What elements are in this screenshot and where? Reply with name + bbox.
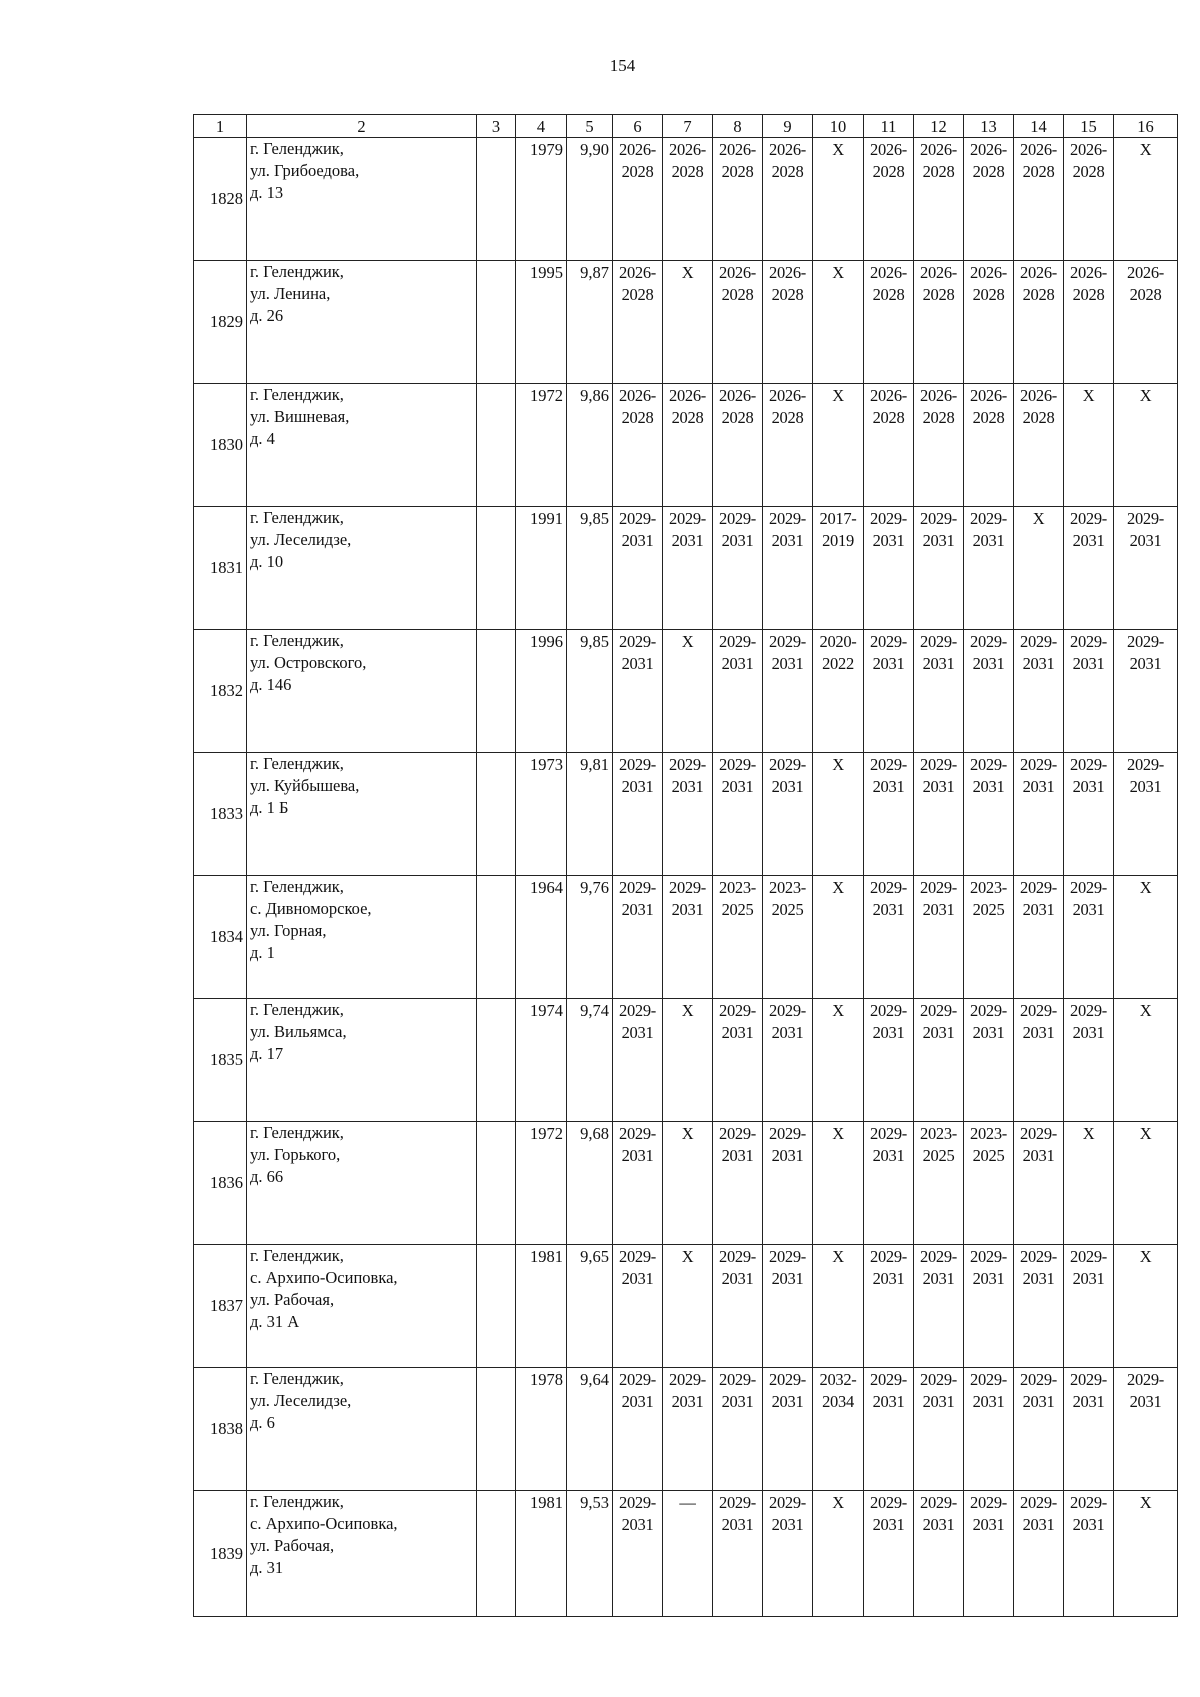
- period-cell: 2026- 2028: [914, 384, 964, 507]
- header-row: [194, 115, 1178, 138]
- period-cell: 2029- 2031: [613, 1245, 663, 1368]
- period-cell: 2029- 2031: [864, 1491, 914, 1617]
- period-cell: 2029- 2031: [1064, 630, 1114, 753]
- period-cell: 2029- 2031: [914, 507, 964, 630]
- period-cell: 2026- 2028: [864, 138, 914, 261]
- period-cell: 2026- 2028: [713, 261, 763, 384]
- period-cell: 2029- 2031: [964, 507, 1014, 630]
- column-header: 13: [964, 115, 1014, 138]
- period-cell: 2029- 2031: [1014, 876, 1064, 999]
- year-cell: 1978: [516, 1368, 567, 1491]
- period-cell: 2029- 2031: [763, 753, 813, 876]
- column-header: 14: [1014, 115, 1064, 138]
- period-cell: 2029- 2031: [964, 1491, 1014, 1617]
- period-cell: 2029- 2031: [914, 753, 964, 876]
- period-cell: 2029- 2031: [964, 1368, 1014, 1491]
- period-cell: Х: [813, 876, 864, 999]
- period-cell: 2026- 2028: [1014, 261, 1064, 384]
- table-row: [194, 1368, 1178, 1491]
- period-cell: Х: [1114, 1122, 1178, 1245]
- period-cell: 2023- 2025: [964, 876, 1014, 999]
- period-cell: 2029- 2031: [964, 1245, 1014, 1368]
- period-cell: Х: [813, 1245, 864, 1368]
- period-cell: Х: [813, 261, 864, 384]
- period-cell: 2026- 2028: [964, 138, 1014, 261]
- period-cell: 2029- 2031: [763, 1245, 813, 1368]
- period-cell: —: [663, 1491, 713, 1617]
- address-cell: г. Геленджик, ул. Вильямса, д. 17: [247, 999, 477, 1122]
- period-cell: 2026- 2028: [763, 384, 813, 507]
- column-header: 12: [914, 115, 964, 138]
- period-cell: 2029- 2031: [864, 999, 914, 1122]
- row-number: 1828: [194, 138, 247, 261]
- table-row: [194, 999, 1178, 1122]
- period-cell: 2029- 2031: [1064, 1245, 1114, 1368]
- period-cell: 2020- 2022: [813, 630, 864, 753]
- period-cell: Х: [1114, 999, 1178, 1122]
- period-cell: 2029- 2031: [914, 1491, 964, 1617]
- period-cell: 2029- 2031: [864, 507, 914, 630]
- year-cell: 1991: [516, 507, 567, 630]
- address-cell: г. Геленджик, ул. Грибоедова, д. 13: [247, 138, 477, 261]
- period-cell: 2029- 2031: [613, 507, 663, 630]
- period-cell: Х: [1114, 1491, 1178, 1617]
- year-cell: 1981: [516, 1245, 567, 1368]
- period-cell: 2026- 2028: [864, 384, 914, 507]
- column-header: 2: [247, 115, 477, 138]
- column-header: 5: [567, 115, 613, 138]
- period-cell: Х: [813, 138, 864, 261]
- period-cell: 2026- 2028: [763, 138, 813, 261]
- period-cell: 2026- 2028: [914, 261, 964, 384]
- period-cell: 2029- 2031: [713, 753, 763, 876]
- period-cell: 2029- 2031: [713, 630, 763, 753]
- column-header: 1: [194, 115, 247, 138]
- period-cell: 2023- 2025: [914, 1122, 964, 1245]
- period-cell: 2026- 2028: [1114, 261, 1178, 384]
- period-cell: 2026- 2028: [914, 138, 964, 261]
- table-row: [194, 1245, 1178, 1368]
- period-cell: 2029- 2031: [613, 876, 663, 999]
- period-cell: Х: [1064, 384, 1114, 507]
- period-cell: 2026- 2028: [964, 261, 1014, 384]
- period-cell: 2029- 2031: [613, 999, 663, 1122]
- period-cell: 2029- 2031: [914, 630, 964, 753]
- period-cell: 2029- 2031: [914, 999, 964, 1122]
- period-cell: 2026- 2028: [763, 261, 813, 384]
- row-number: 1838: [194, 1368, 247, 1491]
- period-cell: 2026- 2028: [663, 384, 713, 507]
- column-3-cell: [477, 753, 516, 876]
- period-cell: 2026- 2028: [713, 384, 763, 507]
- period-cell: Х: [813, 999, 864, 1122]
- period-cell: 2029- 2031: [713, 507, 763, 630]
- year-cell: 1973: [516, 753, 567, 876]
- period-cell: 2023- 2025: [713, 876, 763, 999]
- column-3-cell: [477, 138, 516, 261]
- value-cell: 9,81: [567, 753, 613, 876]
- table-row: [194, 384, 1178, 507]
- period-cell: 2023- 2025: [763, 876, 813, 999]
- period-cell: 2026- 2028: [964, 384, 1014, 507]
- period-cell: 2029- 2031: [864, 1245, 914, 1368]
- table-row: [194, 1122, 1178, 1245]
- period-cell: 2029- 2031: [663, 507, 713, 630]
- period-cell: 2029- 2031: [713, 999, 763, 1122]
- period-cell: 2029- 2031: [1064, 1368, 1114, 1491]
- row-number: 1834: [194, 876, 247, 999]
- period-cell: Х: [663, 630, 713, 753]
- row-number: 1837: [194, 1245, 247, 1368]
- value-cell: 9,76: [567, 876, 613, 999]
- row-number: 1829: [194, 261, 247, 384]
- period-cell: 2029- 2031: [1014, 999, 1064, 1122]
- period-cell: 2029- 2031: [964, 630, 1014, 753]
- column-3-cell: [477, 1122, 516, 1245]
- period-cell: 2029- 2031: [864, 753, 914, 876]
- row-number: 1832: [194, 630, 247, 753]
- address-cell: г. Геленджик, ул. Горького, д. 66: [247, 1122, 477, 1245]
- period-cell: 2029- 2031: [763, 999, 813, 1122]
- period-cell: 2029- 2031: [713, 1368, 763, 1491]
- period-cell: 2029- 2031: [1014, 1491, 1064, 1617]
- address-cell: г. Геленджик, ул. Куйбышева, д. 1 Б: [247, 753, 477, 876]
- period-cell: 2029- 2031: [1014, 1245, 1064, 1368]
- period-cell: 2029- 2031: [964, 753, 1014, 876]
- row-number: 1830: [194, 384, 247, 507]
- period-cell: Х: [1114, 876, 1178, 999]
- year-cell: 1964: [516, 876, 567, 999]
- period-cell: 2017- 2019: [813, 507, 864, 630]
- period-cell: 2029- 2031: [1014, 1368, 1064, 1491]
- address-cell: г. Геленджик, ул. Вишневая, д. 4: [247, 384, 477, 507]
- period-cell: 2026- 2028: [613, 384, 663, 507]
- period-cell: 2026- 2028: [1064, 138, 1114, 261]
- period-cell: 2029- 2031: [914, 876, 964, 999]
- value-cell: 9,85: [567, 630, 613, 753]
- period-cell: 2029- 2031: [713, 1491, 763, 1617]
- value-cell: 9,64: [567, 1368, 613, 1491]
- period-cell: Х: [1114, 1245, 1178, 1368]
- address-cell: г. Геленджик, с. Архипо-Осиповка, ул. Рабочая, д. 31 А: [247, 1245, 477, 1368]
- period-cell: 2029- 2031: [613, 630, 663, 753]
- period-cell: 2026- 2028: [1014, 138, 1064, 261]
- value-cell: 9,87: [567, 261, 613, 384]
- period-cell: 2029- 2031: [864, 1122, 914, 1245]
- period-cell: 2029- 2031: [663, 1368, 713, 1491]
- period-cell: 2029- 2031: [613, 1368, 663, 1491]
- period-cell: Х: [813, 753, 864, 876]
- period-cell: Х: [663, 999, 713, 1122]
- period-cell: 2029- 2031: [613, 753, 663, 876]
- repair-schedule-table: [193, 114, 1178, 1617]
- year-cell: 1974: [516, 999, 567, 1122]
- period-cell: 2029- 2031: [763, 630, 813, 753]
- period-cell: 2029- 2031: [964, 999, 1014, 1122]
- table-row: [194, 138, 1178, 261]
- period-cell: 2032- 2034: [813, 1368, 864, 1491]
- address-cell: г. Геленджик, ул. Ленина, д. 26: [247, 261, 477, 384]
- column-3-cell: [477, 630, 516, 753]
- table-row: [194, 876, 1178, 999]
- period-cell: 2029- 2031: [864, 1368, 914, 1491]
- row-number: 1836: [194, 1122, 247, 1245]
- value-cell: 9,85: [567, 507, 613, 630]
- column-header: 6: [613, 115, 663, 138]
- period-cell: Х: [663, 1245, 713, 1368]
- column-3-cell: [477, 876, 516, 999]
- period-cell: 2029- 2031: [914, 1368, 964, 1491]
- period-cell: 2029- 2031: [1064, 753, 1114, 876]
- period-cell: 2029- 2031: [663, 753, 713, 876]
- period-cell: 2029- 2031: [1064, 876, 1114, 999]
- period-cell: 2026- 2028: [864, 261, 914, 384]
- column-3-cell: [477, 1368, 516, 1491]
- period-cell: Х: [1114, 384, 1178, 507]
- column-header: 10: [813, 115, 864, 138]
- column-header: 16: [1114, 115, 1178, 138]
- column-header: 4: [516, 115, 567, 138]
- value-cell: 9,74: [567, 999, 613, 1122]
- period-cell: 2029- 2031: [663, 876, 713, 999]
- address-cell: г. Геленджик, ул. Леселидзе, д. 6: [247, 1368, 477, 1491]
- table-row: [194, 630, 1178, 753]
- row-number: 1839: [194, 1491, 247, 1617]
- period-cell: 2029- 2031: [713, 1122, 763, 1245]
- address-cell: г. Геленджик, с. Дивноморское, ул. Горная, д. 1: [247, 876, 477, 999]
- period-cell: 2029- 2031: [763, 1368, 813, 1491]
- period-cell: 2029- 2031: [1064, 507, 1114, 630]
- period-cell: 2026- 2028: [1064, 261, 1114, 384]
- table-row: [194, 1491, 1178, 1617]
- period-cell: Х: [663, 1122, 713, 1245]
- row-number: 1835: [194, 999, 247, 1122]
- period-cell: 2026- 2028: [613, 138, 663, 261]
- column-header: 11: [864, 115, 914, 138]
- period-cell: 2029- 2031: [1064, 1491, 1114, 1617]
- period-cell: 2029- 2031: [1014, 630, 1064, 753]
- column-3-cell: [477, 261, 516, 384]
- column-header: 9: [763, 115, 813, 138]
- table-row: [194, 261, 1178, 384]
- row-number: 1833: [194, 753, 247, 876]
- column-3-cell: [477, 1245, 516, 1368]
- value-cell: 9,53: [567, 1491, 613, 1617]
- column-3-cell: [477, 384, 516, 507]
- period-cell: 2029- 2031: [613, 1491, 663, 1617]
- period-cell: 2029- 2031: [1114, 630, 1178, 753]
- period-cell: 2026- 2028: [713, 138, 763, 261]
- period-cell: 2029- 2031: [613, 1122, 663, 1245]
- year-cell: 1996: [516, 630, 567, 753]
- period-cell: Х: [663, 261, 713, 384]
- period-cell: 2029- 2031: [1064, 999, 1114, 1122]
- period-cell: 2023- 2025: [964, 1122, 1014, 1245]
- period-cell: 2029- 2031: [1114, 1368, 1178, 1491]
- table-body: [194, 138, 1178, 1617]
- period-cell: 2029- 2031: [763, 507, 813, 630]
- value-cell: 9,86: [567, 384, 613, 507]
- period-cell: Х: [813, 1491, 864, 1617]
- column-3-cell: [477, 507, 516, 630]
- period-cell: Х: [1064, 1122, 1114, 1245]
- value-cell: 9,65: [567, 1245, 613, 1368]
- period-cell: 2029- 2031: [1014, 1122, 1064, 1245]
- year-cell: 1972: [516, 384, 567, 507]
- column-header: 15: [1064, 115, 1114, 138]
- period-cell: 2029- 2031: [713, 1245, 763, 1368]
- period-cell: 2029- 2031: [864, 876, 914, 999]
- address-cell: г. Геленджик, ул. Островского, д. 146: [247, 630, 477, 753]
- address-cell: г. Геленджик, ул. Леселидзе, д. 10: [247, 507, 477, 630]
- page-number: 154: [609, 56, 636, 75]
- period-cell: 2029- 2031: [1114, 507, 1178, 630]
- address-cell: г. Геленджик, с. Архипо-Осиповка, ул. Рабочая, д. 31: [247, 1491, 477, 1617]
- row-number: 1831: [194, 507, 247, 630]
- period-cell: 2029- 2031: [1114, 753, 1178, 876]
- table-row: [194, 753, 1178, 876]
- period-cell: Х: [1114, 138, 1178, 261]
- period-cell: Х: [813, 1122, 864, 1245]
- period-cell: 2029- 2031: [1014, 753, 1064, 876]
- period-cell: 2029- 2031: [864, 630, 914, 753]
- year-cell: 1995: [516, 261, 567, 384]
- period-cell: 2029- 2031: [914, 1245, 964, 1368]
- year-cell: 1972: [516, 1122, 567, 1245]
- column-header: 3: [477, 115, 516, 138]
- column-3-cell: [477, 999, 516, 1122]
- column-3-cell: [477, 1491, 516, 1617]
- period-cell: 2026- 2028: [663, 138, 713, 261]
- period-cell: 2026- 2028: [1014, 384, 1064, 507]
- value-cell: 9,68: [567, 1122, 613, 1245]
- value-cell: 9,90: [567, 138, 613, 261]
- period-cell: Х: [1014, 507, 1064, 630]
- period-cell: Х: [813, 384, 864, 507]
- table-row: [194, 507, 1178, 630]
- period-cell: 2026- 2028: [613, 261, 663, 384]
- period-cell: 2029- 2031: [763, 1122, 813, 1245]
- column-header: 7: [663, 115, 713, 138]
- year-cell: 1981: [516, 1491, 567, 1617]
- period-cell: 2029- 2031: [763, 1491, 813, 1617]
- year-cell: 1979: [516, 138, 567, 261]
- column-header: 8: [713, 115, 763, 138]
